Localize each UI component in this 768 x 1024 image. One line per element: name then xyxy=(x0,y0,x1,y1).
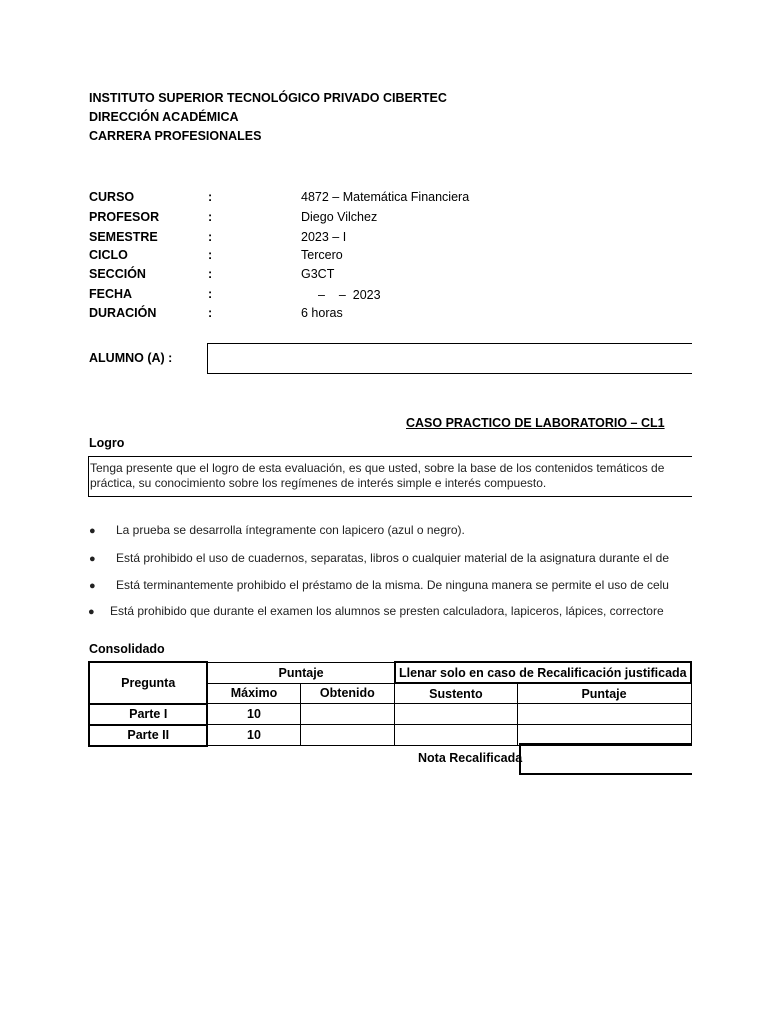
instruction-text: La prueba se desarrolla íntegramente con lapicero (azul o negro). xyxy=(116,523,465,537)
info-value-seccion: G3CT xyxy=(301,267,335,281)
instruction-text: Está terminantemente prohibido el préstamo de la misma. De ninguna manera se permite el uso de celu xyxy=(116,578,669,592)
info-label-seccion: SECCIÓN xyxy=(89,267,146,281)
instruction-text: Está prohibido el uso de cuadernos, separatas, libros o cualquier material de la asignatura durante el de xyxy=(116,551,670,565)
info-label-ciclo: CICLO xyxy=(89,248,128,262)
header-recalificacion: Llenar solo en caso de Recalificación justificada xyxy=(395,662,691,683)
header-pregunta: Pregunta xyxy=(89,662,207,704)
bullet-icon: ● xyxy=(89,580,96,592)
alumno-name-field[interactable] xyxy=(207,343,692,374)
list-item xyxy=(89,523,465,537)
institute-name: INSTITUTO SUPERIOR TECNOLÓGICO PRIVADO CIBERTEC xyxy=(89,91,447,105)
header-sustento: Sustento xyxy=(395,683,517,704)
alumno-label: ALUMNO (A) : xyxy=(89,351,173,365)
instruction-text: Está prohibido que durante el examen los alumnos se presten calculadora, lapiceros, lápices, correctore xyxy=(110,604,664,618)
info-colon: : xyxy=(208,190,213,204)
cell-pregunta: Parte I xyxy=(89,704,207,725)
info-colon: : xyxy=(208,248,213,262)
logro-text-line-2: práctica, su conocimiento sobre los regímenes de interés simple e interés compuesto. xyxy=(90,476,547,490)
academic-direction: DIRECCIÓN ACADÉMICA xyxy=(89,110,239,124)
table-row xyxy=(89,704,691,725)
info-label-duracion: DURACIÓN xyxy=(89,306,157,320)
info-colon: : xyxy=(208,210,213,224)
career-label: CARRERA PROFESIONALES xyxy=(89,129,262,143)
info-value-profesor: Diego Vilchez xyxy=(301,210,378,224)
info-value-semestre: 2023 – I xyxy=(301,230,347,244)
info-colon: : xyxy=(208,230,213,244)
header-puntaje-recalificacion: Puntaje xyxy=(517,683,691,704)
logro-text-line-1: Tenga presente que el logro de esta evaluación, es que usted, sobre la base de los contenidos temáticos de xyxy=(90,461,665,475)
info-colon: : xyxy=(208,267,213,281)
nota-recalificada-field[interactable] xyxy=(519,743,692,775)
info-colon: : xyxy=(208,287,213,301)
header-puntaje: Puntaje xyxy=(207,662,394,683)
info-label-semestre: SEMESTRE xyxy=(89,230,158,244)
list-item xyxy=(88,604,664,618)
consolidado-table xyxy=(88,661,692,747)
document-title: CASO PRACTICO DE LABORATORIO – CL1 xyxy=(406,416,665,430)
bullet-icon: ● xyxy=(89,553,96,565)
info-colon: : xyxy=(208,306,213,320)
cell-obtenido[interactable] xyxy=(300,704,395,725)
info-value-curso: 4872 – Matemática Financiera xyxy=(301,190,470,204)
cell-maximo: 10 xyxy=(207,725,300,746)
info-value-fecha: – – 2023 xyxy=(318,288,381,302)
info-value-duracion: 6 horas xyxy=(301,306,343,320)
header-obtenido: Obtenido xyxy=(300,683,395,704)
header-maximo: Máximo xyxy=(207,683,300,704)
cell-sustento[interactable] xyxy=(395,725,517,746)
cell-puntaje[interactable] xyxy=(517,704,691,725)
bullet-icon: ● xyxy=(89,525,96,537)
nota-recalificada-label: Nota Recalificada xyxy=(418,751,523,765)
info-label-fecha: FECHA xyxy=(89,287,133,301)
list-item xyxy=(89,551,669,565)
consolidado-heading: Consolidado xyxy=(89,642,165,656)
list-item xyxy=(89,578,669,592)
logro-heading: Logro xyxy=(89,436,125,450)
info-value-ciclo: Tercero xyxy=(301,248,343,262)
info-label-curso: CURSO xyxy=(89,190,135,204)
cell-pregunta: Parte II xyxy=(89,725,207,746)
logro-box xyxy=(88,456,692,497)
bullet-icon: ● xyxy=(88,606,95,618)
cell-obtenido[interactable] xyxy=(300,725,395,746)
cell-maximo: 10 xyxy=(207,704,300,725)
info-label-profesor: PROFESOR xyxy=(89,210,160,224)
cell-sustento[interactable] xyxy=(395,704,517,725)
